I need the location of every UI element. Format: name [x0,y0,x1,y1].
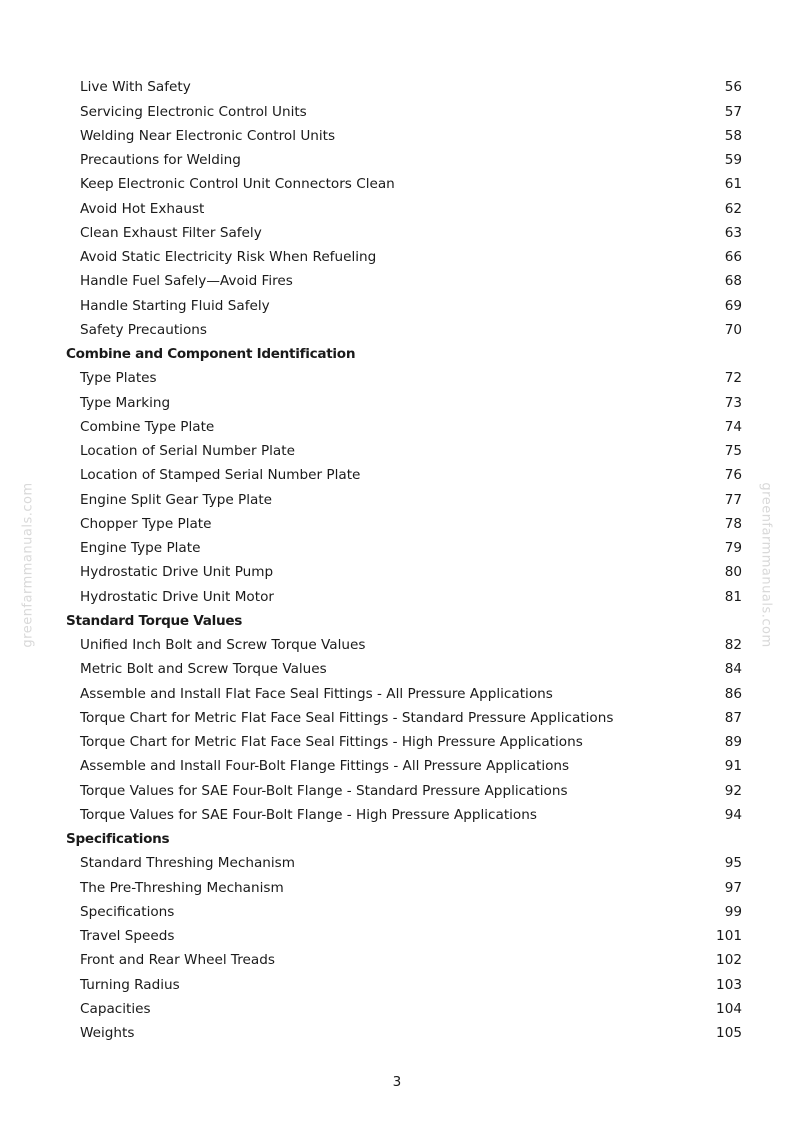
toc-entry-title: Precautions for Welding [80,152,241,169]
toc-entry-title: Safety Precautions [80,321,207,338]
toc-entry-page: 72 [724,370,742,387]
toc-entry-title: Engine Type Plate [80,540,201,557]
toc-entry-page: 63 [724,224,742,241]
toc-entry-page: 61 [724,176,742,193]
watermark-left: greenfarmmanuals.com [20,482,36,648]
toc-entry-title: Turning Radius [80,976,180,993]
toc-entry-page: 101 [716,928,742,945]
toc-entry-page: 76 [724,467,742,484]
toc-entry[interactable] [66,149,742,173]
toc-entry-page: 105 [716,1025,742,1042]
toc-entry-title: Weights [80,1025,135,1042]
table-of-contents [66,76,742,1046]
toc-entry-title: Hydrostatic Drive Unit Pump [80,564,274,581]
toc-entry[interactable] [66,876,742,900]
toc-entry-title: Servicing Electronic Control Units [80,103,307,120]
toc-entry[interactable] [66,270,742,294]
toc-entry-title: Torque Chart for Metric Flat Face Seal Fittings - Standard Pressure Applications [80,709,614,726]
toc-entry-title: Assemble and Install Four-Bolt Flange Fittings - All Pressure Applications [80,758,570,775]
page-number: 3 [392,1074,402,1090]
toc-entry[interactable] [66,440,742,464]
toc-entry-page: 56 [724,79,742,96]
toc-section-heading [66,610,742,634]
toc-entry-title: Avoid Hot Exhaust [80,200,205,217]
toc-entry-title: Chopper Type Plate [80,515,212,532]
toc-entry-page: 104 [716,1000,742,1017]
toc-entry-page: 57 [724,103,742,120]
toc-section-title: Standard Torque Values [66,612,243,629]
toc-entry-title: Metric Bolt and Screw Torque Values [80,661,327,678]
toc-entry[interactable] [66,585,742,609]
toc-entry[interactable] [66,998,742,1022]
toc-entry[interactable] [66,537,742,561]
toc-entry[interactable] [66,488,742,512]
toc-entry-title: Hydrostatic Drive Unit Motor [80,588,274,605]
toc-entry[interactable] [66,246,742,270]
toc-entry-page: 74 [724,418,742,435]
toc-entry[interactable] [66,682,742,706]
toc-entry-title: Torque Values for SAE Four-Bolt Flange - Standard Pressure Applications [80,782,568,799]
toc-entry-page: 78 [724,515,742,532]
toc-entry-title: Standard Threshing Mechanism [80,855,296,872]
toc-entry-page: 62 [724,200,742,217]
toc-section-title: Combine and Component Identification [66,346,356,363]
toc-entry-page: 68 [724,273,742,290]
toc-entry[interactable] [66,1022,742,1046]
toc-entry-title: Handle Fuel Safely—Avoid Fires [80,273,293,290]
toc-entry[interactable] [66,852,742,876]
toc-entry-title: Handle Starting Fluid Safely [80,297,270,314]
toc-entry[interactable] [66,925,742,949]
toc-entry-page: 77 [724,491,742,508]
toc-entry[interactable] [66,779,742,803]
toc-entry-page: 80 [724,564,742,581]
toc-entry-page: 95 [724,855,742,872]
toc-entry-page: 91 [724,758,742,775]
toc-entry-title: Torque Values for SAE Four-Bolt Flange - High Pressure Applications [80,806,537,823]
toc-entry-title: Specifications [80,903,175,920]
toc-entry-page: 87 [724,709,742,726]
toc-entry-title: Type Marking [80,394,171,411]
toc-entry-page: 99 [724,903,742,920]
toc-entry-page: 73 [724,394,742,411]
toc-entry-title: Live With Safety [80,79,191,96]
toc-entry-page: 82 [724,637,742,654]
toc-entry[interactable] [66,464,742,488]
toc-entry-title: Clean Exhaust Filter Safely [80,224,262,241]
toc-entry-title: The Pre-Threshing Mechanism [80,879,284,896]
toc-entry-title: Engine Split Gear Type Plate [80,491,273,508]
toc-entry[interactable] [66,707,742,731]
toc-entry-page: 79 [724,540,742,557]
toc-entry[interactable] [66,391,742,415]
toc-entry[interactable] [66,197,742,221]
toc-entry-title: Assemble and Install Flat Face Seal Fittings - All Pressure Applications [80,685,553,702]
toc-entry-title: Capacities [80,1000,151,1017]
toc-entry[interactable] [66,76,742,100]
toc-entry[interactable] [66,901,742,925]
toc-entry-page: 97 [724,879,742,896]
toc-entry-page: 94 [724,806,742,823]
toc-entry[interactable] [66,949,742,973]
toc-entry-title: Travel Speeds [80,928,175,945]
toc-entry[interactable] [66,416,742,440]
toc-entry-title: Unified Inch Bolt and Screw Torque Values [80,637,366,654]
toc-entry-page: 59 [724,152,742,169]
toc-entry[interactable] [66,173,742,197]
toc-entry[interactable] [66,634,742,658]
toc-entry-title: Keep Electronic Control Unit Connectors Clean [80,176,395,193]
toc-section-heading [66,343,742,367]
toc-entry[interactable] [66,561,742,585]
toc-entry[interactable] [66,731,742,755]
toc-entry-page: 103 [716,976,742,993]
toc-entry-title: Combine Type Plate [80,418,215,435]
toc-entry-page: 86 [724,685,742,702]
watermark-right: greenfarmmanuals.com [758,482,774,648]
toc-entry[interactable] [66,804,742,828]
toc-entry-page: 89 [724,734,742,751]
toc-entry-page: 84 [724,661,742,678]
toc-entry-page: 58 [724,127,742,144]
toc-entry-title: Welding Near Electronic Control Units [80,127,336,144]
toc-entry-page: 69 [724,297,742,314]
toc-entry-title: Avoid Static Electricity Risk When Refueling [80,249,377,266]
toc-section-title: Specifications [66,831,170,848]
toc-entry[interactable] [66,973,742,997]
toc-entry-page: 70 [724,321,742,338]
toc-entry[interactable] [66,222,742,246]
toc-entry[interactable] [66,658,742,682]
toc-entry-page: 92 [724,782,742,799]
toc-entry-title: Location of Serial Number Plate [80,443,295,460]
toc-entry-title: Torque Chart for Metric Flat Face Seal Fittings - High Pressure Applications [80,734,583,751]
toc-entry[interactable] [66,755,742,779]
toc-entry[interactable] [66,294,742,318]
toc-entry[interactable] [66,319,742,343]
toc-entry-title: Type Plates [80,370,157,387]
toc-entry-page: 81 [724,588,742,605]
toc-entry[interactable] [66,513,742,537]
toc-entry[interactable] [66,125,742,149]
toc-entry-title: Front and Rear Wheel Treads [80,952,275,969]
toc-entry[interactable] [66,100,742,124]
toc-section-heading [66,828,742,852]
toc-entry-page: 75 [724,443,742,460]
toc-entry-title: Location of Stamped Serial Number Plate [80,467,361,484]
toc-entry[interactable] [66,367,742,391]
toc-entry-page: 66 [724,249,742,266]
toc-entry-page: 102 [716,952,742,969]
